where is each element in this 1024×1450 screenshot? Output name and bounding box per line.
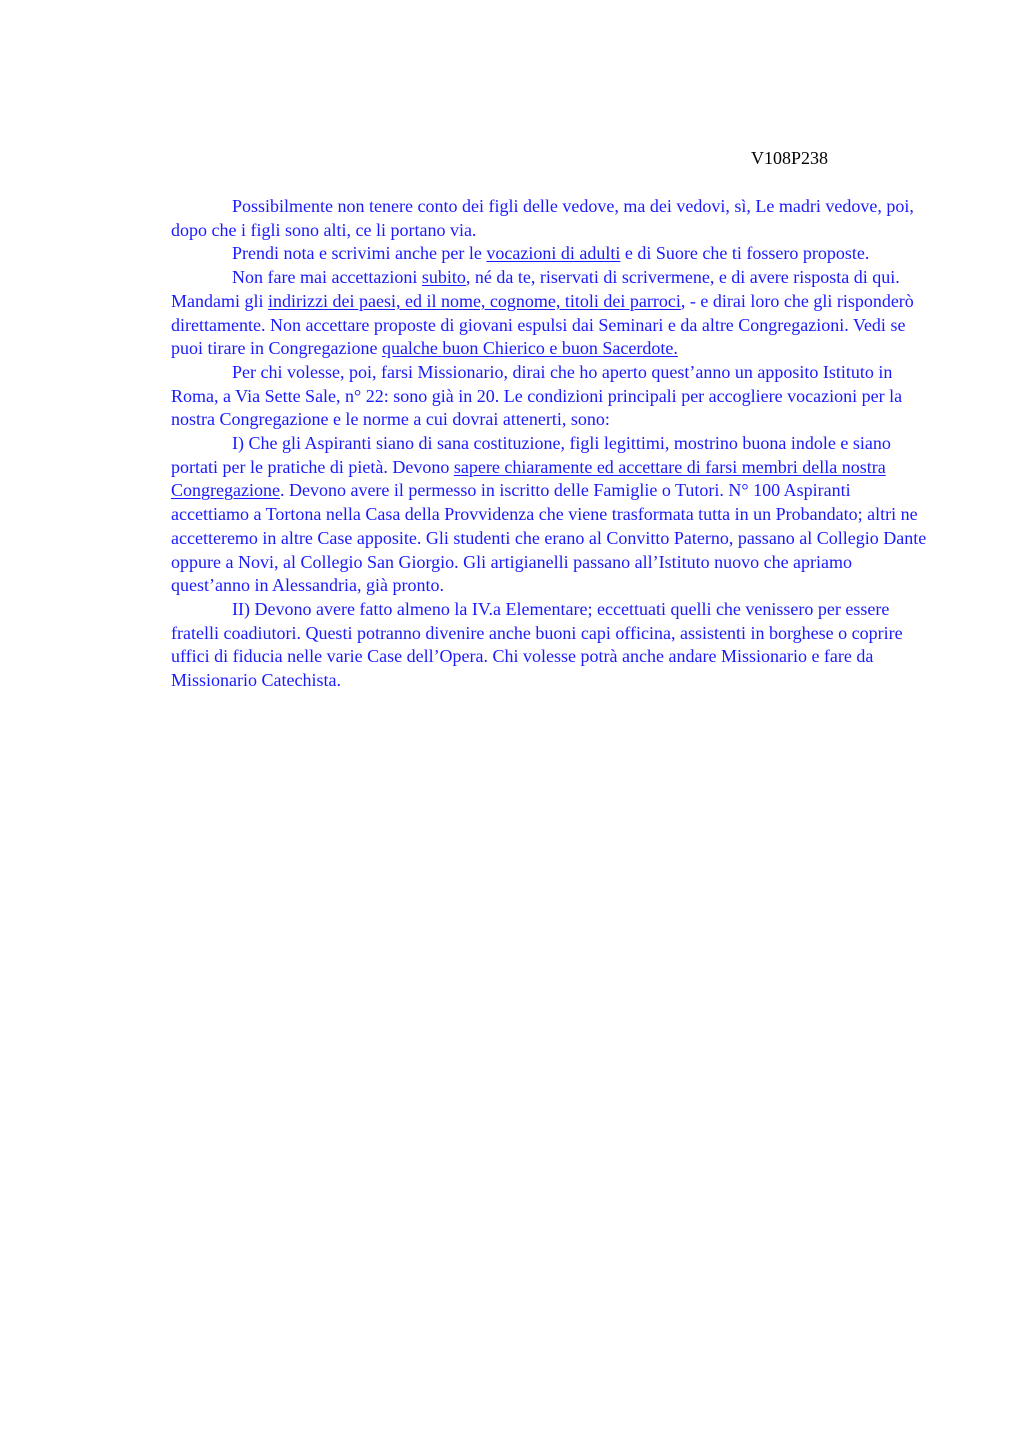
text-segment: I) Che gli Aspiranti siano di sana costituzione, figli legittimi, mostrino buona indole e siano portati per le pratiche di pietà. Devono: [171, 433, 891, 477]
underlined-text: subito: [421, 267, 466, 288]
underlined-text: vocazioni di adulti: [486, 243, 621, 264]
text-segment: , - e dirai loro che gli risponderò direttamente. Non accettare proposte di giovani espulsi dai Seminari e da altre Congregazioni. Vedi se puoi tirare in Congregazione: [171, 290, 914, 359]
paragraph: [171, 598, 928, 693]
text-segment: II) Devono avere fatto almeno la IV.a Elementare; eccettuati quelli che venissero per essere fratelli coadiutori. Questi potranno divenire anche buoni capi officina, assistenti in borghese o coprire uffici di fiducia nelle varie Case dell’Opera. Chi volesse potrà anche andare Missionario e fare da Missionario Catechista.: [171, 598, 903, 691]
paragraph: [171, 361, 928, 432]
paragraph: [171, 432, 928, 598]
paragraph: [171, 195, 928, 242]
text-segment: e di Suore che ti fossero proposte.: [620, 243, 870, 264]
text-segment: , né da te, riservati di scrivermene, e di avere risposta di qui. Mandami gli: [171, 267, 900, 311]
text-segment: Prendi nota e scrivimi anche per le: [232, 243, 487, 264]
text-segment: Possibilmente non tenere conto dei figli delle vedove, ma dei vedovi, sì, Le madri vedove, poi, dopo che i figli sono alti, ce li portano via.: [171, 196, 914, 240]
text-segment: . Devono avere il permesso in iscritto delle Famiglie o Tutori. N° 100 Aspiranti accettiamo a Tortona nella Casa della Provvidenza che viene trasformata tutta in un Probandato; altri ne accetteremo in altre Case apposite. Gli studenti che erano al Convitto Paterno, passano al Collegio Dante oppure a Novi, al Collegio San Giorgio. Gli artigianelli passano all’Istituto nuovo che apriamo quest’anno in Alessandria, già pronto.: [171, 480, 927, 596]
letter-body: [171, 195, 928, 693]
text-segment: Non fare mai accettazioni: [232, 267, 422, 288]
text-segment: Per chi volesse, poi, farsi Missionario, dirai che ho aperto quest’anno un apposito Istituto in Roma, a Via Sette Sale, n° 22: sono già in 20. Le condizioni principali per accogliere vocazioni per la nostra Congregazione e le norme a cui dovrai attenerti, sono:: [171, 361, 903, 430]
paragraph: [171, 242, 928, 266]
underlined-text: sapere chiaramente ed accettare di farsi membri della nostra Congregazione: [171, 456, 886, 501]
paragraph: [171, 266, 928, 361]
underlined-text: indirizzi dei paesi, ed il nome, cognome, titoli dei parroci: [268, 290, 681, 311]
page-reference: V108P238: [751, 148, 829, 168]
underlined-text: qualche buon Chierico e buon Sacerdote.: [381, 338, 678, 359]
